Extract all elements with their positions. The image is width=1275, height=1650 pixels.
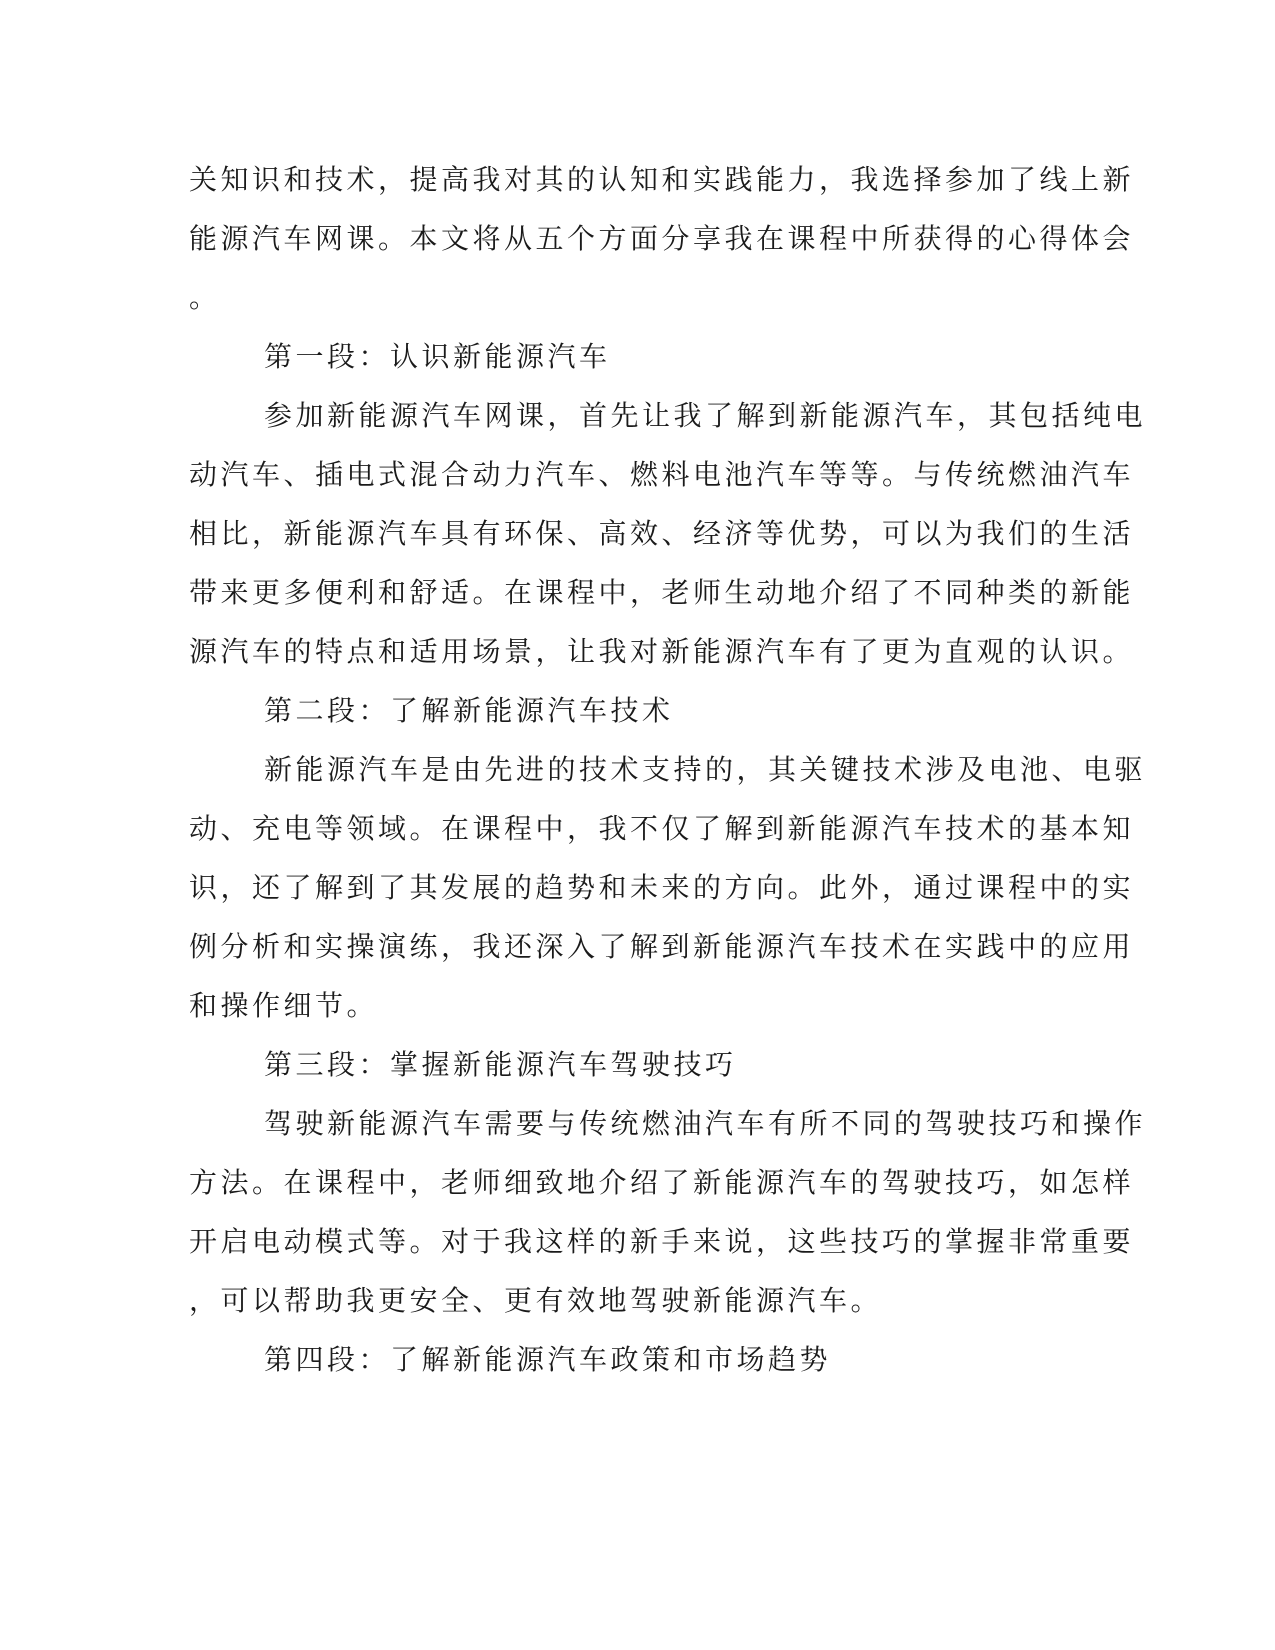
text-line: 关知识和技术，提高我对其的认知和实践能力，我选择参加了线上新 [189,163,1135,196]
section-heading-1: 第一段：认识新能源汽车 [264,340,611,373]
text-line: 开启电动模式等。对于我这样的新手来说，这些技巧的掌握非常重要 [189,1225,1135,1258]
section-heading-3: 第三段：掌握新能源汽车驾驶技巧 [264,1048,737,1081]
text-line: 驾驶新能源汽车需要与传统燃油汽车有所不同的驾驶技巧和操作 [264,1107,1147,1140]
text-line: 参加新能源汽车网课，首先让我了解到新能源汽车，其包括纯电 [264,399,1147,432]
text-line: 例分析和实操演练，我还深入了解到新能源汽车技术在实践中的应用 [189,930,1135,963]
section-heading-4: 第四段：了解新能源汽车政策和市场趋势 [264,1343,832,1376]
section-heading-2: 第二段：了解新能源汽车技术 [264,694,674,727]
text-line: 。 [189,281,221,314]
text-line: ，可以帮助我更安全、更有效地驾驶新能源汽车。 [189,1284,883,1317]
text-line: 识，还了解到了其发展的趋势和未来的方向。此外，通过课程中的实 [189,871,1135,904]
text-line: 动、充电等领域。在课程中，我不仅了解到新能源汽车技术的基本知 [189,812,1135,845]
text-line: 和操作细节。 [189,989,379,1022]
text-line: 动汽车、插电式混合动力汽车、燃料电池汽车等等。与传统燃油汽车 [189,458,1135,491]
text-line: 新能源汽车是由先进的技术支持的，其关键技术涉及电池、电驱 [264,753,1147,786]
text-line: 带来更多便利和舒适。在课程中，老师生动地介绍了不同种类的新能 [189,576,1135,609]
text-line: 源汽车的特点和适用场景，让我对新能源汽车有了更为直观的认识。 [189,635,1135,668]
text-line: 相比，新能源汽车具有环保、高效、经济等优势，可以为我们的生活 [189,517,1135,550]
text-line: 方法。在课程中，老师细致地介绍了新能源汽车的驾驶技巧，如怎样 [189,1166,1135,1199]
text-line: 能源汽车网课。本文将从五个方面分享我在课程中所获得的心得体会 [189,222,1135,255]
